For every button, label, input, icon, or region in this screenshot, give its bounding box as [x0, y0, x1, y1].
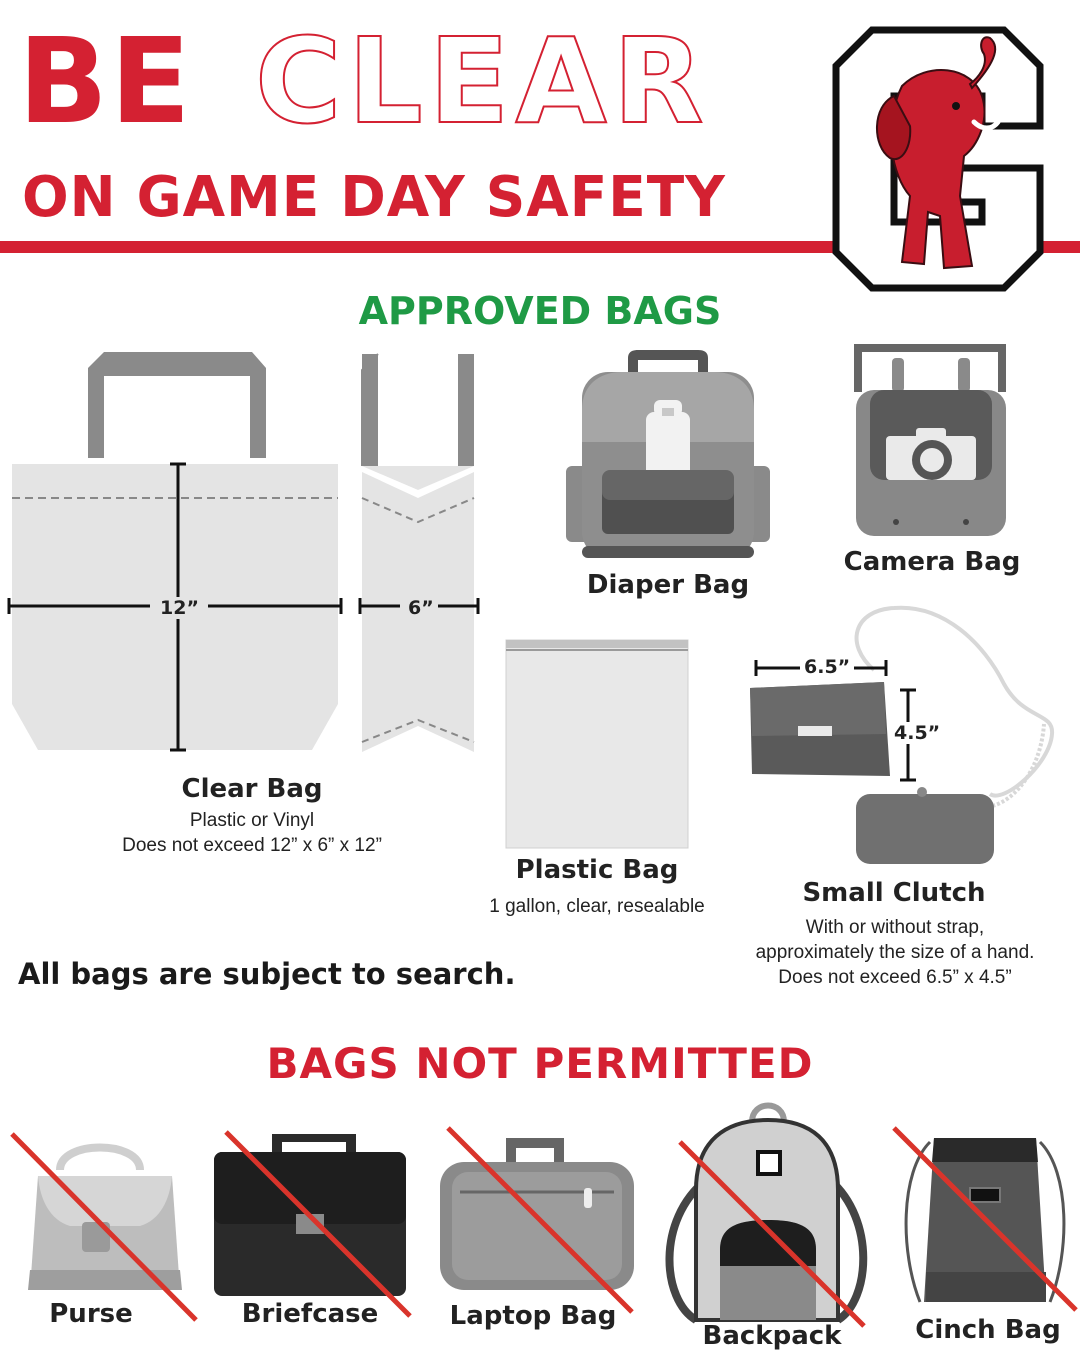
clear-bag-icon	[8, 348, 348, 758]
clutch-height-dim: 4.5”	[894, 722, 941, 744]
cinch-bag-label: Cinch Bag	[915, 1315, 1061, 1345]
school-logo-icon	[832, 26, 1044, 292]
backpack-strike-line	[680, 1142, 864, 1326]
title-be: BE	[18, 12, 193, 150]
small-clutch-label: Small Clutch	[802, 878, 986, 908]
briefcase-strike-line	[226, 1132, 410, 1316]
laptop-bag-strike-line	[448, 1128, 632, 1312]
purse-label: Purse	[49, 1299, 133, 1329]
approved-bags-heading: APPROVED BAGS	[358, 289, 722, 333]
small-clutch-desc-line1: With or without strap,	[805, 917, 985, 938]
diaper-bag-label: Diaper Bag	[586, 570, 750, 600]
small-clutch-desc-line2: approximately the size of a hand.	[755, 942, 1035, 963]
small-clutch-desc-line3: Does not exceed 6.5” x 4.5”	[778, 967, 1012, 988]
cinch-bag-strike-line	[894, 1128, 1076, 1310]
laptop-bag-label: Laptop Bag	[449, 1301, 617, 1331]
clutch-width-dim: 6.5”	[800, 656, 854, 678]
briefcase-label: Briefcase	[241, 1299, 379, 1329]
plastic-bag-icon	[504, 638, 690, 850]
plastic-bag-label: Plastic Bag	[515, 855, 679, 885]
clear-bag-desc-line1: Plastic or Vinyl	[189, 810, 315, 831]
clear-bag-width-dim: 12”	[156, 597, 203, 619]
bags-not-permitted-heading: BAGS NOT PERMITTED	[266, 1039, 814, 1088]
clear-bag-desc-line2: Does not exceed 12” x 6” x 12”	[122, 835, 382, 856]
clear-bag-side-icon	[358, 350, 482, 760]
camera-bag-label: Camera Bag	[843, 547, 1021, 577]
title-clear: CLEAR	[255, 12, 710, 150]
clear-bag-label: Clear Bag	[181, 774, 323, 804]
purse-strike-line	[12, 1134, 196, 1320]
subtitle: ON GAME DAY SAFETY	[22, 165, 726, 230]
camera-bag-icon	[852, 340, 1012, 540]
search-note: All bags are subject to search.	[18, 957, 516, 991]
plastic-bag-desc: 1 gallon, clear, resealable	[489, 896, 705, 917]
clear-bag-depth-dim: 6”	[405, 597, 437, 619]
backpack-label: Backpack	[702, 1321, 842, 1351]
diaper-bag-icon	[562, 350, 774, 562]
